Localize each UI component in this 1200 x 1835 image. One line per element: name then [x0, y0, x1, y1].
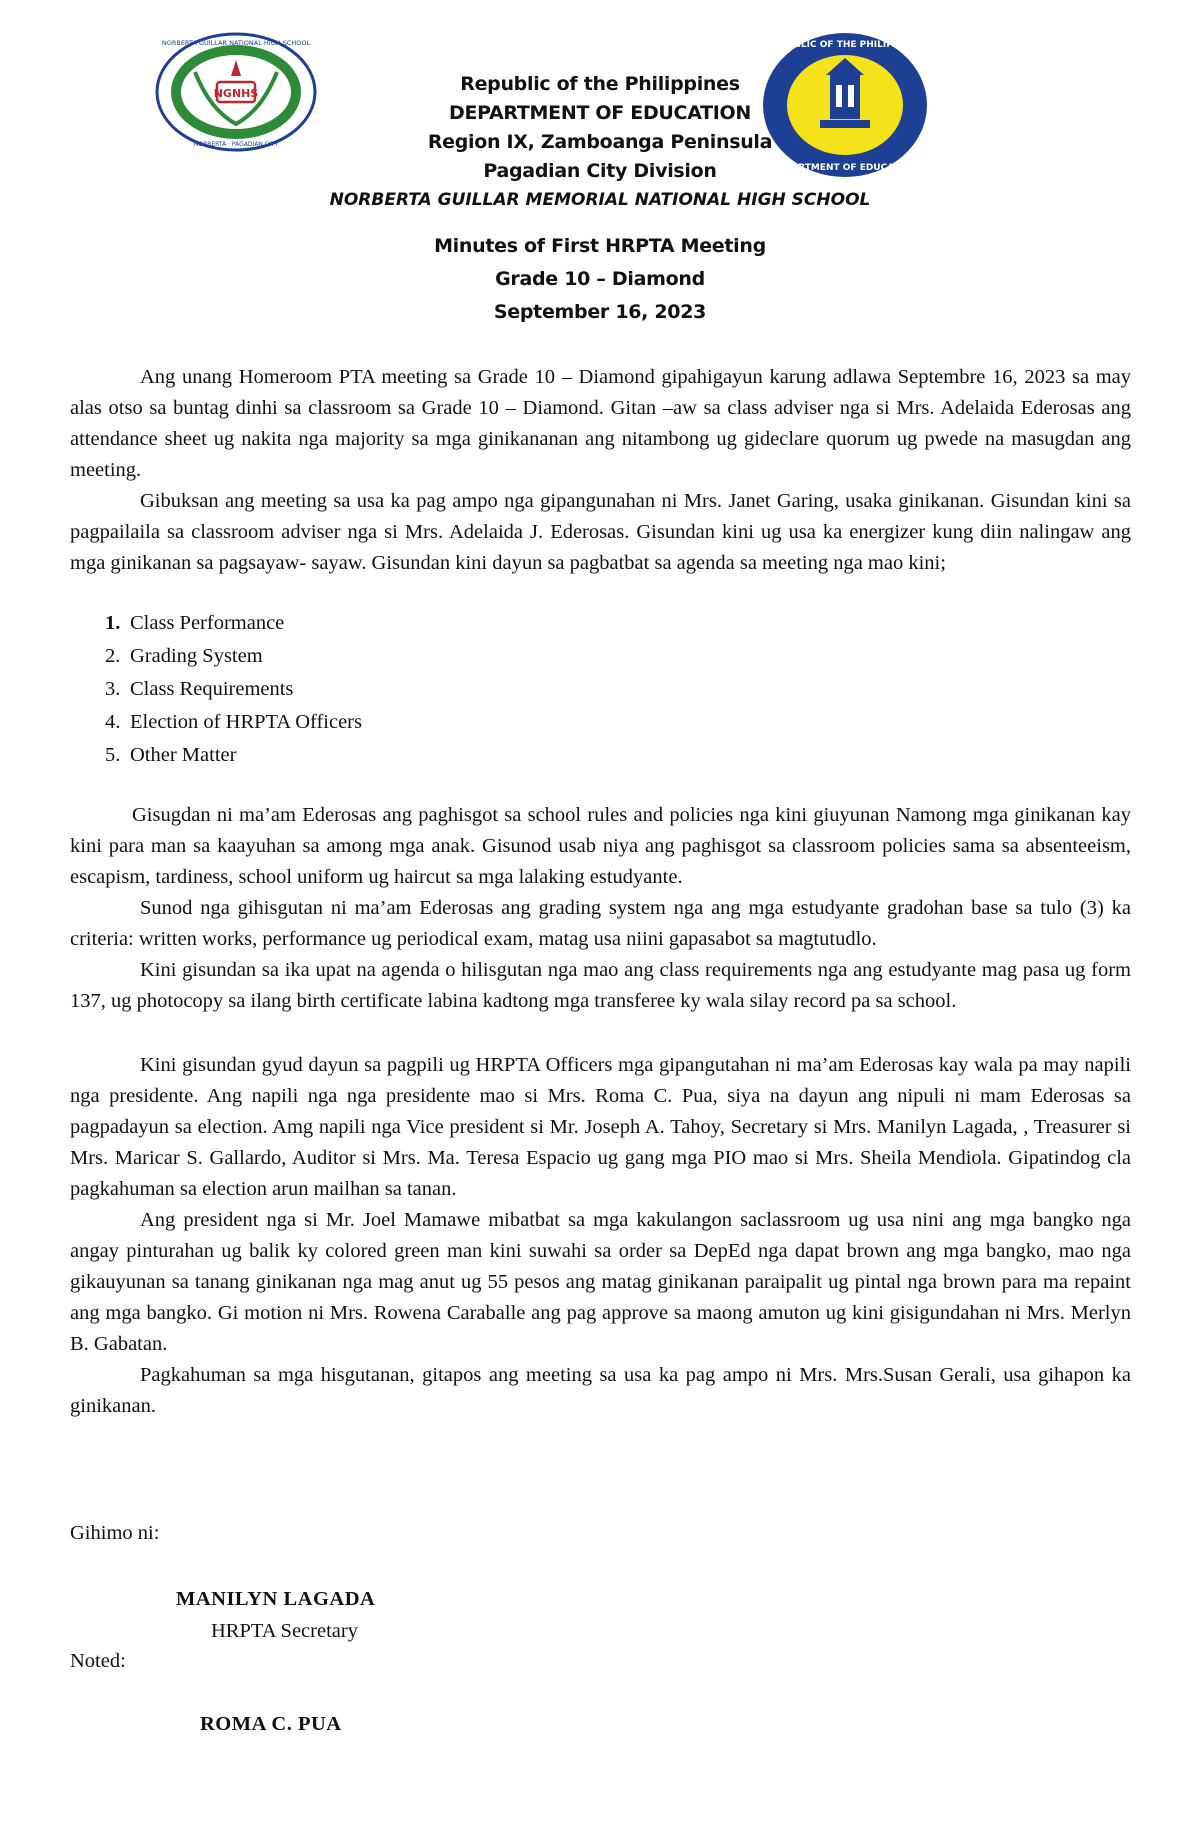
agenda-number: 5. — [105, 744, 121, 766]
agenda-list — [70, 607, 1131, 772]
prepared-by-name: MANILYN LAGADA — [176, 1588, 376, 1610]
agenda-number: 3. — [105, 678, 121, 700]
left-seal-ring-text: NORBERTA GUILLAR NATIONAL HIGH SCHOOL — [161, 39, 311, 47]
agenda-label: Election of HRPTA Officers — [130, 711, 362, 733]
header-region: Region IX, Zamboanga Peninsula — [427, 131, 773, 153]
prepared-by-label: Gihimo ni: — [70, 1522, 160, 1544]
agenda-number: 4. — [105, 711, 121, 733]
paragraph-requirements: Kini gisundan sa ika upat na agenda o hilisgutan nga mao ang class requirements nga ang estudyante mag pasa ug form 137, ug photocopy sa ilang birth certificate labina kadtong mga transferee ky wala silay record pa sa school. — [70, 959, 1131, 1012]
agenda-label: Class Requirements — [130, 678, 294, 700]
title-line-1: Minutes of First HRPTA Meeting — [434, 235, 766, 257]
paragraph-chairs: Ang president nga si Mr. Joel Mamawe mibatbat sa mga kakulangon saclassroom ug usa nini ang mga bangko nga angay pinturahan ug balik ky colored green man kini suwahi sa order sa DepEd nga dapat brown ang mga bangko, mao nga gikauyunan sa tanang ginikanan nga mag anut ug 55 pesos ang matag ginikanan paraipalit ug pintal nga brown para ma repaint ang mga bangko. Gi motion ni Mrs. Rowena Caraballe ang pag approve sa maong amuton ug kini gisigundahan ni Mrs. Merlyn B. Gabatan. — [70, 1209, 1131, 1355]
left-seal-location-text: NORBERTA · PAGADIAN CITY — [193, 141, 279, 148]
agenda-number: 1. — [105, 612, 121, 634]
agenda-label: Grading System — [130, 645, 263, 667]
agenda-item — [70, 673, 1131, 706]
letterhead — [300, 70, 900, 215]
agenda-item — [70, 739, 1131, 772]
noted-by-name: ROMA C. PUA — [200, 1713, 342, 1735]
noted-label: Noted: — [70, 1650, 126, 1672]
header-department: DEPARTMENT OF EDUCATION — [448, 102, 752, 124]
svg-text:NGNHS: NGNHS — [213, 87, 259, 100]
header-division: Pagadian City Division — [483, 160, 717, 182]
title-line-3: September 16, 2023 — [493, 301, 707, 323]
agenda-item — [70, 706, 1131, 739]
school-seal-logo — [155, 32, 317, 152]
paragraph-closing: Pagkahuman sa mga hisgutanan, gitapos ang meeting sa usa ka pag ampo ni Mrs. Mrs.Susan Gerali, usa gihapon ka ginikanan. — [70, 1364, 1131, 1417]
paragraph-opening: Ang unang Homeroom PTA meeting sa Grade 10 – Diamond gipahigayun karung adlawa Septembre 16, 2023 sa may alas otso sa buntag dinhi sa classroom sa Grade 10 – Diamond. Gitan –aw sa class adviser nga si Mrs. Adelaida Ederosas ang attendance sheet ug nakita nga majority sa mga ginikananan ang nitambong ug gideclare quorum ug pwede na masugdan ang meeting. — [70, 366, 1131, 481]
agenda-item — [70, 640, 1131, 673]
agenda-label: Other Matter — [130, 744, 237, 766]
minutes-body — [70, 362, 1131, 1422]
agenda-item — [70, 607, 1131, 640]
header-country: Republic of the Philippines — [460, 73, 740, 95]
right-seal-bottom-text: DEPARTMENT OF EDUCATION — [771, 163, 919, 173]
document-title — [300, 230, 900, 329]
prepared-by-title: HRPTA Secretary — [211, 1620, 358, 1642]
paragraph-school-rules: Gisugdan ni ma’am Ederosas ang paghisgot sa school rules and policies nga kini giuyunan Namong mga ginikanan kay kini para man sa kaayuhan sa among mga anak. Gisunod usab niya ang paghisgot sa classroom policies sama sa absenteeism, escapism, tardiness, school uniform ug haircut sa mga lalaking estudyante. — [70, 804, 1131, 888]
header-school: NORBERTA GUILLAR MEMORIAL NATIONAL HIGH SCHOOL — [329, 190, 871, 210]
right-seal-top-text: REPUBLIC OF THE PHILIPPINES — [767, 40, 923, 50]
paragraph-election: Kini gisundan gyud dayun sa pagpili ug HRPTA Officers mga gipangutahan ni ma’am Ederosas kay wala pa may napili nga presidente. Ang napili nga nga presidente mao si Mrs. Roma C. Pua, siya na dayun ang nipuli ni mam Ederosas sa pagpadayun sa election. Amg napili nga Vice president si Mr. Joseph A. Tahoy, Secretary si Mrs. Manilyn Lagada, , Treasurer si Mrs. Maricar S. Gallardo, Auditor si Mrs. Ma. Teresa Espacio ug gang mga PIO mao si Mrs. Sheila Mendiola. Gipatindog cla pagkahuman sa election arun mailhan sa tanan. — [70, 1054, 1131, 1200]
paragraph-prayer: Gibuksan ang meeting sa usa ka pag ampo nga gipangunahan ni Mrs. Janet Garing, usaka ginikanan. Gisundan kini sa pagpailaila sa classroom adviser nga si Mrs. Adelaida J. Ederosas. Gisundan kini ug usa ka energizer kung diin nalingaw ang mga ginikanan sa pagsayaw- sayaw. Gisundan kini dayun sa pagbatbat sa agenda sa meeting nga mao kini; — [70, 490, 1131, 574]
paragraph-grading: Sunod nga gihisgutan ni ma’am Ederosas ang grading system nga ang mga estudyante gradohan base sa tulo (3) ka criteria: written works, performance ug periodical exam, matag usa niini gapasabot sa magtutudlo. — [70, 897, 1131, 950]
title-line-2: Grade 10 – Diamond — [495, 268, 705, 290]
agenda-number: 2. — [105, 645, 121, 667]
agenda-label: Class Performance — [130, 612, 285, 634]
